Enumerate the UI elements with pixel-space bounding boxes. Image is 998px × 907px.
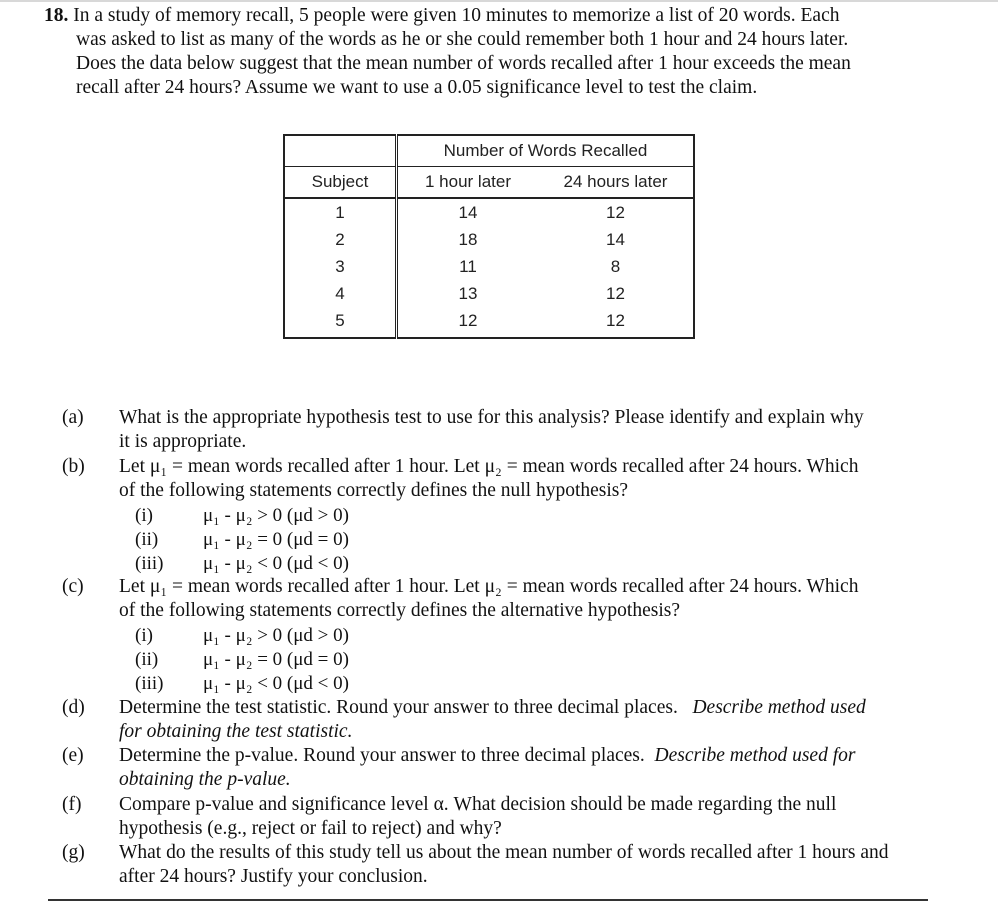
option-label: (iii) <box>135 673 164 694</box>
cell-24-hours: 12 <box>606 202 625 222</box>
top-rule <box>0 0 998 2</box>
words-recalled-table <box>283 134 695 339</box>
table-row <box>284 226 694 253</box>
question-label: (b) <box>62 456 85 477</box>
table-header-blank <box>284 135 397 167</box>
cell-1-hour: 18 <box>458 229 478 249</box>
question-line: it is appropriate. <box>119 431 247 452</box>
problem-line-1 <box>44 4 934 28</box>
question-text <box>119 696 939 744</box>
cell-1-hour: 12 <box>458 310 478 330</box>
option-statement: μ₁ - μ₂ > 0 (μd > 0) <box>203 625 349 646</box>
cell-subject: 5 <box>284 307 397 338</box>
question-line: hypothesis (e.g., reject or fail to reject) and why? <box>119 818 502 839</box>
question-line: Let μ₁ = mean words recalled after 1 hour. Let μ₂ = mean words recalled after 24 hours. Which <box>119 576 859 597</box>
column-header-subject: Subject <box>284 167 397 199</box>
question-italic: obtaining the p-value. <box>119 769 291 790</box>
question-label: (e) <box>62 745 84 766</box>
cell-subject: 3 <box>284 253 397 280</box>
question-label: (c) <box>62 576 84 597</box>
problem-line-2: was asked to list as many of the words as he or she could remember both 1 hour and 24 hours later. <box>76 29 849 50</box>
cell-24-hours: 12 <box>606 310 625 330</box>
question-line: Compare p-value and significance level α. What decision should be made regarding the null <box>119 794 837 815</box>
question-text <box>119 744 939 792</box>
question-line: of the following statements correctly defines the alternative hypothesis? <box>119 600 680 621</box>
question-line: of the following statements correctly defines the null hypothesis? <box>119 480 629 501</box>
table-row <box>284 280 694 307</box>
problem-line-3: Does the data below suggest that the mean number of words recalled after 1 hour exceeds the mean <box>76 53 851 74</box>
cell-24-hours: 14 <box>606 229 625 249</box>
cell-1-hour: 13 <box>458 283 478 303</box>
cell-subject: 4 <box>284 280 397 307</box>
cell-24-hours: 12 <box>606 283 625 303</box>
question-label: (g) <box>62 842 85 863</box>
question-line: Determine the test statistic. Round your answer to three decimal places. <box>119 697 678 718</box>
table-column-header-row <box>284 167 694 199</box>
question-line: What is the appropriate hypothesis test to use for this analysis? Please identify and explain why <box>119 407 864 428</box>
question-line: Let μ₁ = mean words recalled after 1 hour. Let μ₂ = mean words recalled after 24 hours. Which <box>119 456 859 477</box>
question-line: What do the results of this study tell us about the mean number of words recalled after 1 hours and <box>119 842 889 863</box>
question-italic: Describe method used <box>692 697 866 718</box>
question-text <box>119 841 939 889</box>
option-statement: μ₁ - μ₂ > 0 (μd > 0) <box>203 505 349 526</box>
option-label: (i) <box>135 505 153 526</box>
cell-subject: 2 <box>284 226 397 253</box>
question-italic: for obtaining the test statistic. <box>119 721 353 742</box>
question-text <box>119 575 939 623</box>
column-header-24-hours: 24 hours later <box>538 167 694 199</box>
cell-1-hour: 11 <box>459 256 477 276</box>
question-line: after 24 hours? Justify your conclusion. <box>119 866 428 887</box>
option-label: (iii) <box>135 553 164 574</box>
question-label: (a) <box>62 407 84 428</box>
option-label: (ii) <box>135 529 159 550</box>
problem-line-4: recall after 24 hours? Assume we want to use a 0.05 significance level to test the claim. <box>76 77 758 98</box>
column-header-1-hour: 1 hour later <box>397 167 539 199</box>
option-statement: μ₁ - μ₂ < 0 (μd < 0) <box>203 673 349 694</box>
table-row <box>284 307 694 338</box>
table-row <box>284 198 694 226</box>
question-text <box>119 406 939 454</box>
option-statement: μ₁ - μ₂ < 0 (μd < 0) <box>203 553 349 574</box>
question-text <box>119 455 939 503</box>
question-label: (f) <box>62 794 82 815</box>
option-statement: μ₁ - μ₂ = 0 (μd = 0) <box>203 529 349 550</box>
bottom-rule <box>48 899 928 901</box>
question-italic: Describe method used for <box>654 745 856 766</box>
option-label: (i) <box>135 625 153 646</box>
table-group-header: Number of Words Recalled <box>397 135 695 167</box>
question-text <box>119 793 939 841</box>
table-row <box>284 253 694 280</box>
option-label: (ii) <box>135 649 159 670</box>
problem-number: 18. <box>44 5 69 26</box>
problem-text-1: In a study of memory recall, 5 people were given 10 minutes to memorize a list of 20 words. Each <box>73 5 840 26</box>
cell-1-hour: 14 <box>458 202 478 222</box>
table-group-header-row <box>284 135 694 167</box>
cell-24-hours: 8 <box>610 256 621 276</box>
question-line: Determine the p-value. Round your answer to three decimal places. <box>119 745 645 766</box>
question-label: (d) <box>62 697 85 718</box>
problem-statement <box>44 4 934 100</box>
option-statement: μ₁ - μ₂ = 0 (μd = 0) <box>203 649 349 670</box>
cell-subject: 1 <box>284 198 397 226</box>
